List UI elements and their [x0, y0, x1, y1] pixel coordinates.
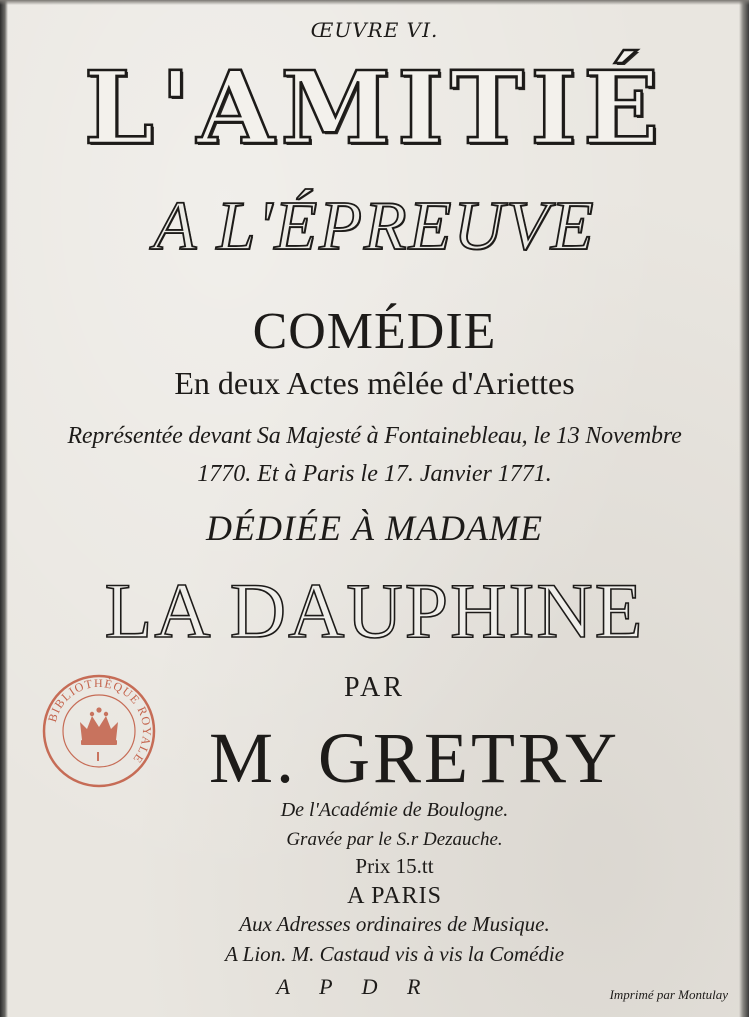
dedication: DÉDIÉE À MADAME	[206, 508, 543, 548]
page-edge-top	[0, 0, 749, 5]
privilege-mark: A P D R	[276, 974, 433, 999]
composer-name: M. GRETRY	[208, 718, 621, 798]
printer-credit: Imprimé par Montulay	[609, 987, 728, 1002]
title-line-1: L'AMITIÉ	[83, 49, 666, 167]
by-line: PAR	[344, 672, 405, 703]
performance-line-2: 1770. Et à Paris le 17. Janvier 1771.	[197, 461, 552, 487]
address-line-1: Aux Adresses ordinaires de Musique.	[239, 912, 550, 936]
opus-number: ŒUVRE VI.	[310, 18, 439, 42]
genre: COMÉDIE	[252, 303, 497, 360]
dedicatee: LA DAUPHINE	[104, 567, 645, 654]
performance-line-1: Représentée devant Sa Majesté à Fontainebleau, le 13 Novembre	[67, 423, 682, 449]
address-line-2: A Lion. M. Castaud vis à vis la Comédie	[224, 942, 565, 966]
stamp-legend: BIBLIOTHÈQUE ROYALE	[45, 675, 155, 767]
publication-place: A PARIS	[347, 883, 442, 909]
price: Prix 15.tt	[355, 854, 434, 878]
engraver-line: Gravée par le S.r Dezauche.	[286, 829, 503, 850]
title-line-2: A L'ÉPREUVE	[153, 188, 596, 265]
genre-detail: En deux Actes mêlée d'Ariettes	[174, 365, 575, 401]
academy-line: De l'Académie de Boulogne.	[280, 799, 509, 821]
